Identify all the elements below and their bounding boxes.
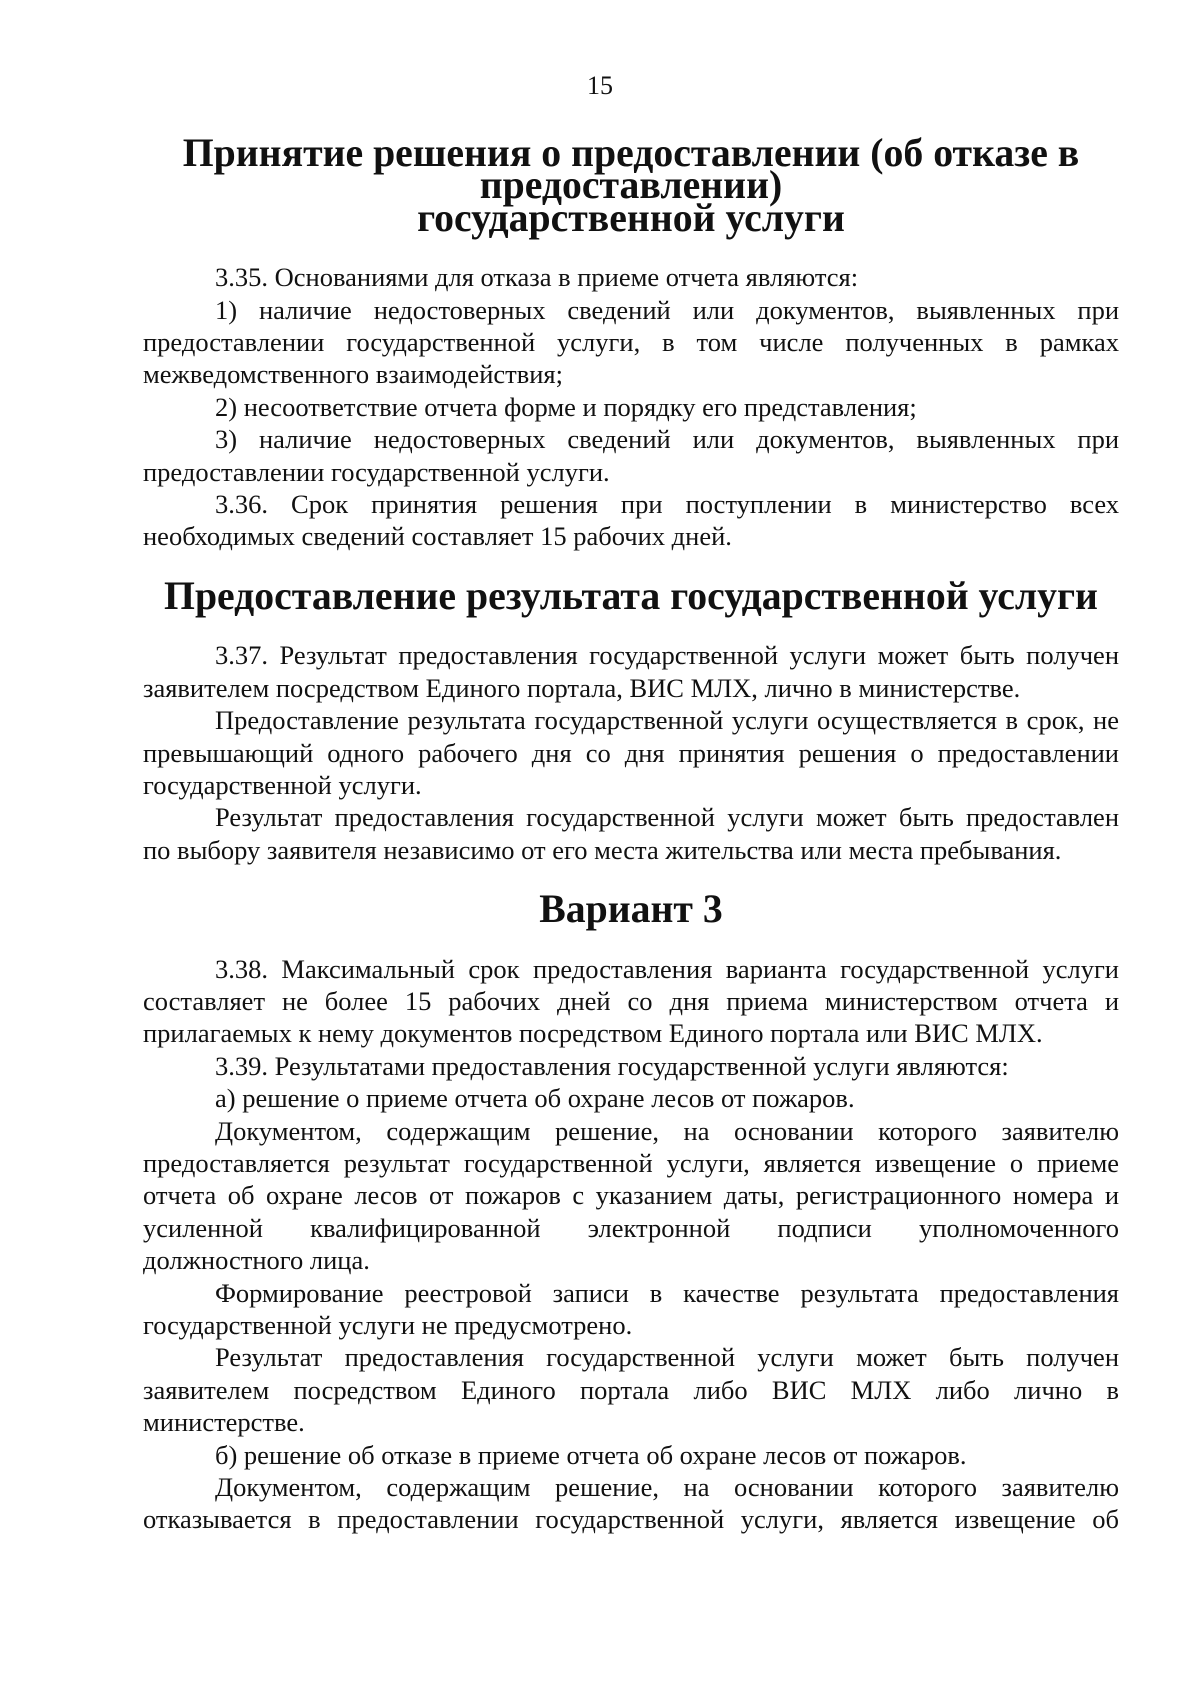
section-heading-decision-line1: Принятие решения о предоставлении (об отказе в предоставлении)	[182, 131, 1080, 208]
paragraph-3-35-item-3: 3) наличие недостоверных сведений или документов, выявленных при предоставлении государственной услуги.	[143, 424, 1119, 487]
paragraph-3-39: 3.39. Результатами предоставления государственной услуги являются:	[215, 1050, 1009, 1081]
paragraph-result-term: Предоставление результата государственной услуги осуществляется в срок, не превышающий одного рабочего дня со дня принятия решения о предоставлении государственной услуги.	[143, 705, 1119, 800]
document-body	[143, 131, 1119, 1536]
section-heading-variant-3: Вариант 3	[539, 887, 723, 932]
paragraph-3-38: 3.38. Максимальный срок предоставления варианта государственной услуги составляет не более 15 рабочих дней со дня приема министерством отчета и прилагаемых к нему документов посредством Единого портала или ВИС МЛХ.	[143, 953, 1119, 1049]
paragraph-result-choice: Результат предоставления государственной услуги может быть предоставлен по выбору заявителя независимо от его места жительства или места пребывания.	[143, 802, 1119, 865]
paragraph-3-39-item-b: б) решение об отказе в приеме отчета об охране лесов от пожаров.	[215, 1439, 967, 1470]
paragraph-3-36: 3.36. Срок принятия решения при поступлении в министерство всех необходимых сведений составляет 15 рабочих дней.	[143, 489, 1119, 552]
paragraph-refusal-document: Документом, содержащим решение, на основании которого заявителю отказывается в предоставлении государственной услуги, является извещение об	[143, 1472, 1119, 1535]
section-heading-result: Предоставление результата государственной услуги	[164, 573, 1098, 618]
paragraph-3-35: 3.35. Основаниями для отказа в приеме отчета являются:	[215, 262, 859, 293]
paragraph-3-35-item-1: 1) наличие недостоверных сведений или документов, выявленных при предоставлении государственной услуги, в том числе полученных в рамках межведомственного взаимодействия;	[143, 294, 1119, 390]
section-heading-decision-line2: государственной услуги	[417, 195, 845, 240]
paragraph-3-39-item-a: а) решение о приеме отчета об охране лесов от пожаров.	[215, 1083, 855, 1114]
section-heading-decision	[143, 131, 1119, 240]
paragraph-3-37: 3.37. Результат предоставления государственной услуги может быть получен заявителем посредством Единого портала, ВИС МЛХ, лично в министерстве.	[143, 640, 1119, 703]
paragraph-result-receipt: Результат предоставления государственной услуги может быть получен заявителем посредством Единого портала либо ВИС МЛХ либо лично в министерстве.	[143, 1342, 1119, 1438]
paragraph-acceptance-document: Документом, содержащим решение, на основании которого заявителю предоставляется результат государственной услуги, является извещение о приеме отчета об охране лесов от пожаров с указанием даты, регистрационного номера и усиленной квалифицированной электронной подписи уполномоченного должностного лица.	[143, 1115, 1119, 1276]
paragraph-registry-record: Формирование реестровой записи в качестве результата предоставления государственной услуги не предусмотрено.	[143, 1277, 1119, 1340]
paragraph-3-35-item-2: 2) несоответствие отчета форме и порядку его представления;	[215, 391, 917, 422]
page-number: 15	[587, 71, 613, 100]
